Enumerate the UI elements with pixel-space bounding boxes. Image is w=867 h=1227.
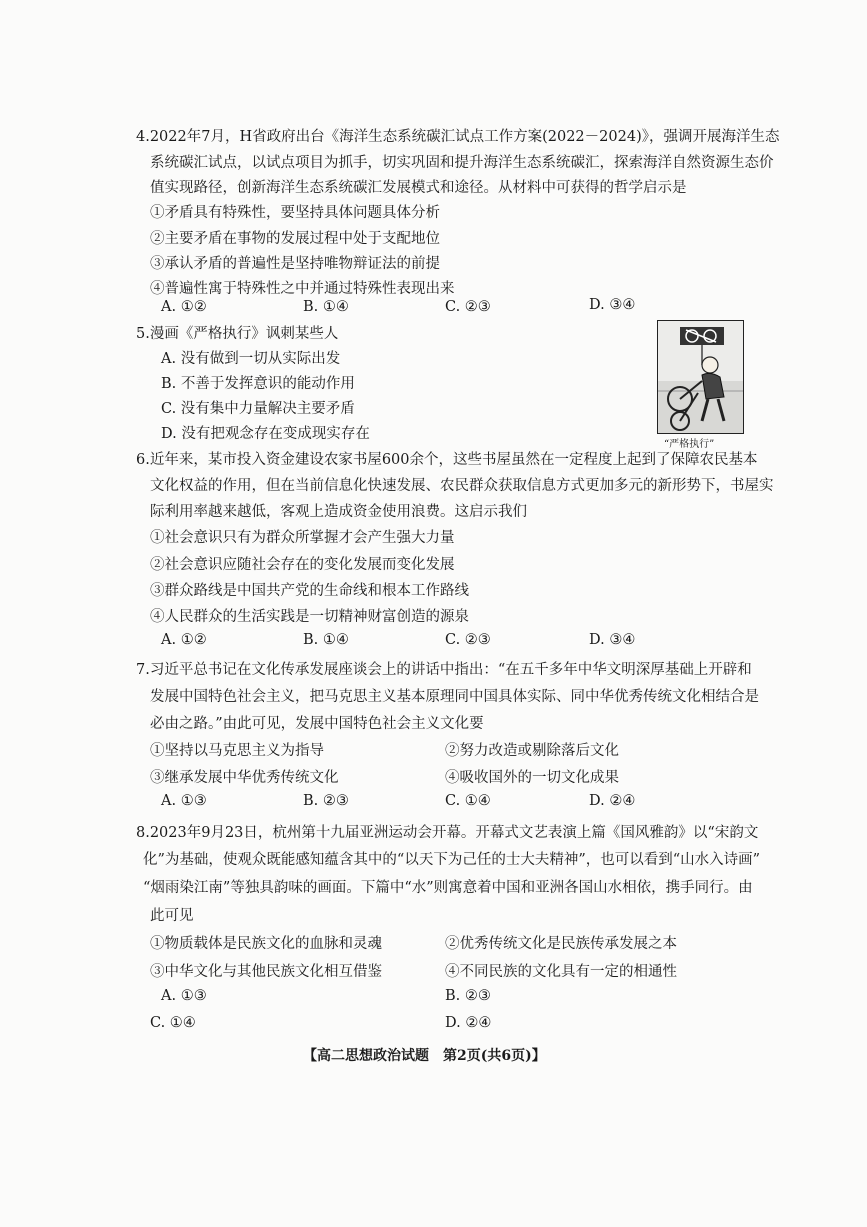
q4-stem-line3: 值实现路径，创新海洋生态系统碳汇发展模式和途径。从材料中可获得的哲学启示是 [150, 180, 687, 196]
q8-stem-line1: 8.2023年9月23日，杭州第十九届亚洲运动会开幕。开幕式文艺表演上篇《国风雅韵》以“宋韵文 [136, 825, 759, 841]
q6-option-b[interactable]: B. ①④ [303, 632, 349, 648]
q4-item-2: ②主要矛盾在事物的发展过程中处于支配地位 [150, 231, 440, 247]
q4-option-b[interactable]: B. ①④ [303, 299, 349, 315]
q7-item-2: ②努力改造或剔除落后文化 [445, 743, 619, 759]
q7-item-1: ①坚持以马克思主义为指导 [150, 743, 324, 759]
q4-item-4: ④普遍性寓于特殊性之中并通过特殊性表现出来 [150, 281, 455, 297]
q6-item-2: ②社会意识应随社会存在的变化发展而变化发展 [150, 557, 455, 573]
q7-option-c[interactable]: C. ①④ [445, 793, 491, 809]
q5-option-c[interactable]: C. 没有集中力量解决主要矛盾 [161, 401, 355, 417]
q7-option-d[interactable]: D. ②④ [589, 793, 636, 809]
q8-option-d[interactable]: D. ②④ [445, 1015, 492, 1031]
q7-item-3: ③继承发展中华优秀传统文化 [150, 770, 339, 786]
q5-option-b[interactable]: B. 不善于发挥意识的能动作用 [161, 376, 355, 392]
q7-option-b[interactable]: B. ②③ [303, 793, 349, 809]
q6-option-c[interactable]: C. ②③ [445, 632, 491, 648]
q5-stem: 5.漫画《严格执行》讽刺某些人 [136, 326, 339, 342]
q8-stem-line2: 化”为基础，使观众既能感知蕴含其中的“以天下为己任的士大夫精神”，也可以看到“山水入诗画” [143, 852, 761, 868]
q4-option-a[interactable]: A. ①② [161, 299, 207, 315]
q8-stem-line4: 此可见 [150, 908, 194, 924]
q5-option-a[interactable]: A. 没有做到一切从实际出发 [161, 351, 341, 367]
q6-stem-line3: 际利用率越来越低，客观上造成资金使用浪费。这启示我们 [150, 504, 527, 520]
q6-stem-line2: 文化权益的作用，但在当前信息化快速发展、农民群众获取信息方式更加多元的新形势下，书屋实 [150, 478, 774, 494]
q4-item-3: ③承认矛盾的普遍性是坚持唯物辩证法的前提 [150, 256, 440, 272]
q8-item-1: ①物质载体是民族文化的血脉和灵魂 [150, 936, 382, 952]
q6-item-3: ③群众路线是中国共产党的生命线和根本工作路线 [150, 583, 469, 599]
q8-option-b[interactable]: B. ②③ [445, 988, 491, 1004]
q4-option-d[interactable]: D. ③④ [589, 297, 636, 313]
q6-item-1: ①社会意识只有为群众所掌握才会产生强大力量 [150, 530, 455, 546]
q8-item-3: ③中华文化与其他民族文化相互借鉴 [150, 964, 382, 980]
q7-stem-line1: 7.习近平总书记在文化传承发展座谈会上的讲话中指出：“在五千多年中华文明深厚基础上开辟和 [136, 662, 752, 678]
q6-item-4: ④人民群众的生活实践是一切精神财富创造的源泉 [150, 609, 469, 625]
q4-stem-line1: 4.2022年7月，H省政府出台《海洋生态系统碳汇试点工作方案(2022－2024)》，强调开展海洋生态 [136, 129, 780, 145]
q6-stem-line1: 6.近年来，某市投入资金建设农家书屋600余个，这些书屋虽然在一定程度上起到了保障农民基本 [136, 452, 758, 468]
q7-stem-line2: 发展中国特色社会主义，把马克思主义基本原理同中国具体实际、同中华优秀传统文化相结合是 [150, 689, 759, 705]
q8-option-c[interactable]: C. ①④ [150, 1015, 196, 1031]
q4-stem-line2: 系统碳汇试点，以试点项目为抓手，切实巩固和提升海洋生态系统碳汇，探索海洋自然资源生态价 [150, 155, 774, 171]
q8-item-4: ④不同民族的文化具有一定的相通性 [445, 964, 677, 980]
q6-option-a[interactable]: A. ①② [161, 632, 207, 648]
q5-option-d[interactable]: D. 没有把观念存在变成现实存在 [161, 426, 370, 442]
q7-option-a[interactable]: A. ①③ [161, 793, 207, 809]
cartoon-caption: “严格执行” [664, 439, 715, 450]
q4-item-1: ①矛盾具有特殊性，要坚持具体问题具体分析 [150, 205, 440, 221]
q6-option-d[interactable]: D. ③④ [589, 632, 636, 648]
q4-option-c[interactable]: C. ②③ [445, 299, 491, 315]
cartoon-image [657, 320, 744, 434]
page-footer: 【高二思想政治试题 第2页(共6页)】 [303, 1048, 546, 1064]
cartoon-drawing [658, 321, 743, 433]
q7-item-4: ④吸收国外的一切文化成果 [445, 770, 619, 786]
q8-option-a[interactable]: A. ①③ [161, 988, 207, 1004]
q7-stem-line3: 必由之路。”由此可见，发展中国特色社会主义文化要 [150, 716, 484, 732]
q8-item-2: ②优秀传统文化是民族传承发展之本 [445, 936, 677, 952]
q8-stem-line3: “烟雨染江南”等独具韵味的画面。下篇中“水”则寓意着中国和亚洲各国山水相依，携手同行。由 [143, 880, 753, 896]
